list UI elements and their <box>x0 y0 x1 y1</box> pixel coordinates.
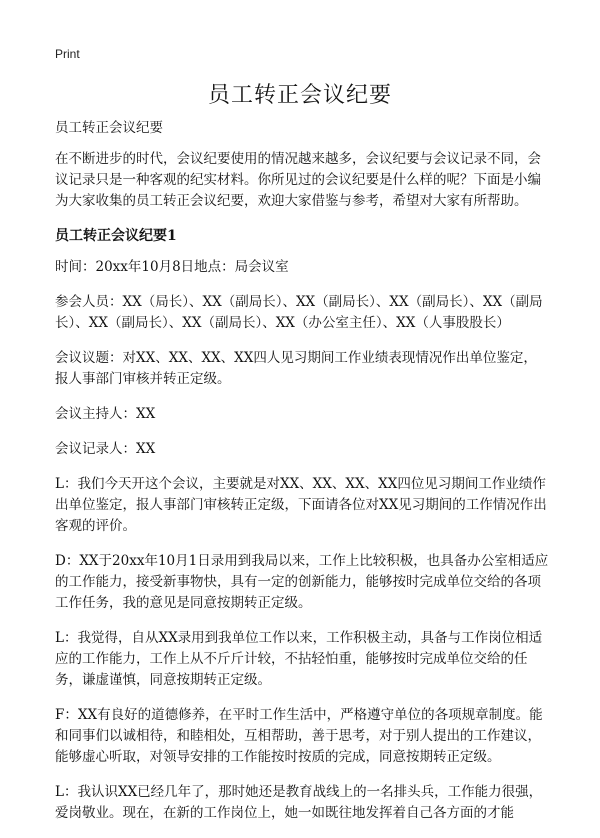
meeting-topic: 会议议题：对XX、XX、XX、XX四人见习期间工作业绩表现情况作出单位鉴定，报人事部门审核并转正定级。 <box>55 350 537 387</box>
meeting-time-location: 时间：20xx年10月8日地点：局会议室 <box>55 259 289 275</box>
article-subtitle: 员工转正会议纪要 <box>55 120 163 136</box>
section-heading: 员工转正会议纪要1 <box>55 228 177 244</box>
print-link[interactable]: Print <box>55 47 80 61</box>
speech-paragraph: L：我觉得，自从XX录用到我单位工作以来，工作积极主动，具备与工作岗位相适应的工作能力，工作上从不斤斤计较，不拈轻怕重，能够按时完成单位交给的任务，谦虚谨慎，同意按期转正定级。 <box>55 630 543 688</box>
meeting-recorder: 会议记录人：XX <box>55 441 156 457</box>
speech-paragraph: L：我认识XX已经几年了，那时她还是教育战线上的一名排头兵，工作能力很强，爱岗敬业。现在，在新的工作岗位上，她一如既往地发挥着自己各方面的才能 <box>55 784 543 821</box>
speech-paragraph: L：我们今天开这个会议，主要就是对XX、XX、XX、XX四位见习期间工作业绩作出单位鉴定，报人事部门审核转正定级，下面请各位对XX见习期间的工作情况作出客观的评价。 <box>55 476 547 534</box>
article-body <box>55 118 549 838</box>
speech-paragraph: D：XX于20xx年10月1日录用到我局以来，工作上比较积极，也具备办公室相适应的工作能力，接受新事物快，具有一定的创新能力，能够按时完成单位交给的各项工作任务，我的意见是同意按期转正定级。 <box>55 553 549 611</box>
speech-paragraph: F：XX有良好的道德修养，在平时工作生活中，严格遵守单位的各项规章制度。能和同事们以诚相待，和睦相处，互相帮助，善于思考，对于别人提出的工作建议，能够虚心听取，对领导安排的工作能按时按质的完成，同意按期转正定级。 <box>55 707 543 765</box>
meeting-host: 会议主持人：XX <box>55 406 156 422</box>
intro-paragraph: 在不断进步的时代，会议纪要使用的情况越来越多，会议纪要与会议记录不同，会议记录只是一种客观的纪实材料。你所见过的会议纪要是什么样的呢？下面是小编为大家收集的员工转正会议纪要，欢迎大家借鉴与参考，希望对大家有所帮助。 <box>55 151 541 209</box>
page-title: 员工转正会议纪要 <box>207 83 392 108</box>
meeting-attendees: 参会人员：XX（局长）、XX（副局长）、XX（副局长）、XX（副局长）、XX（副局长）、XX（副局长）、XX（副局长）、XX（办公室主任）、XX（人事股股长） <box>55 294 543 331</box>
